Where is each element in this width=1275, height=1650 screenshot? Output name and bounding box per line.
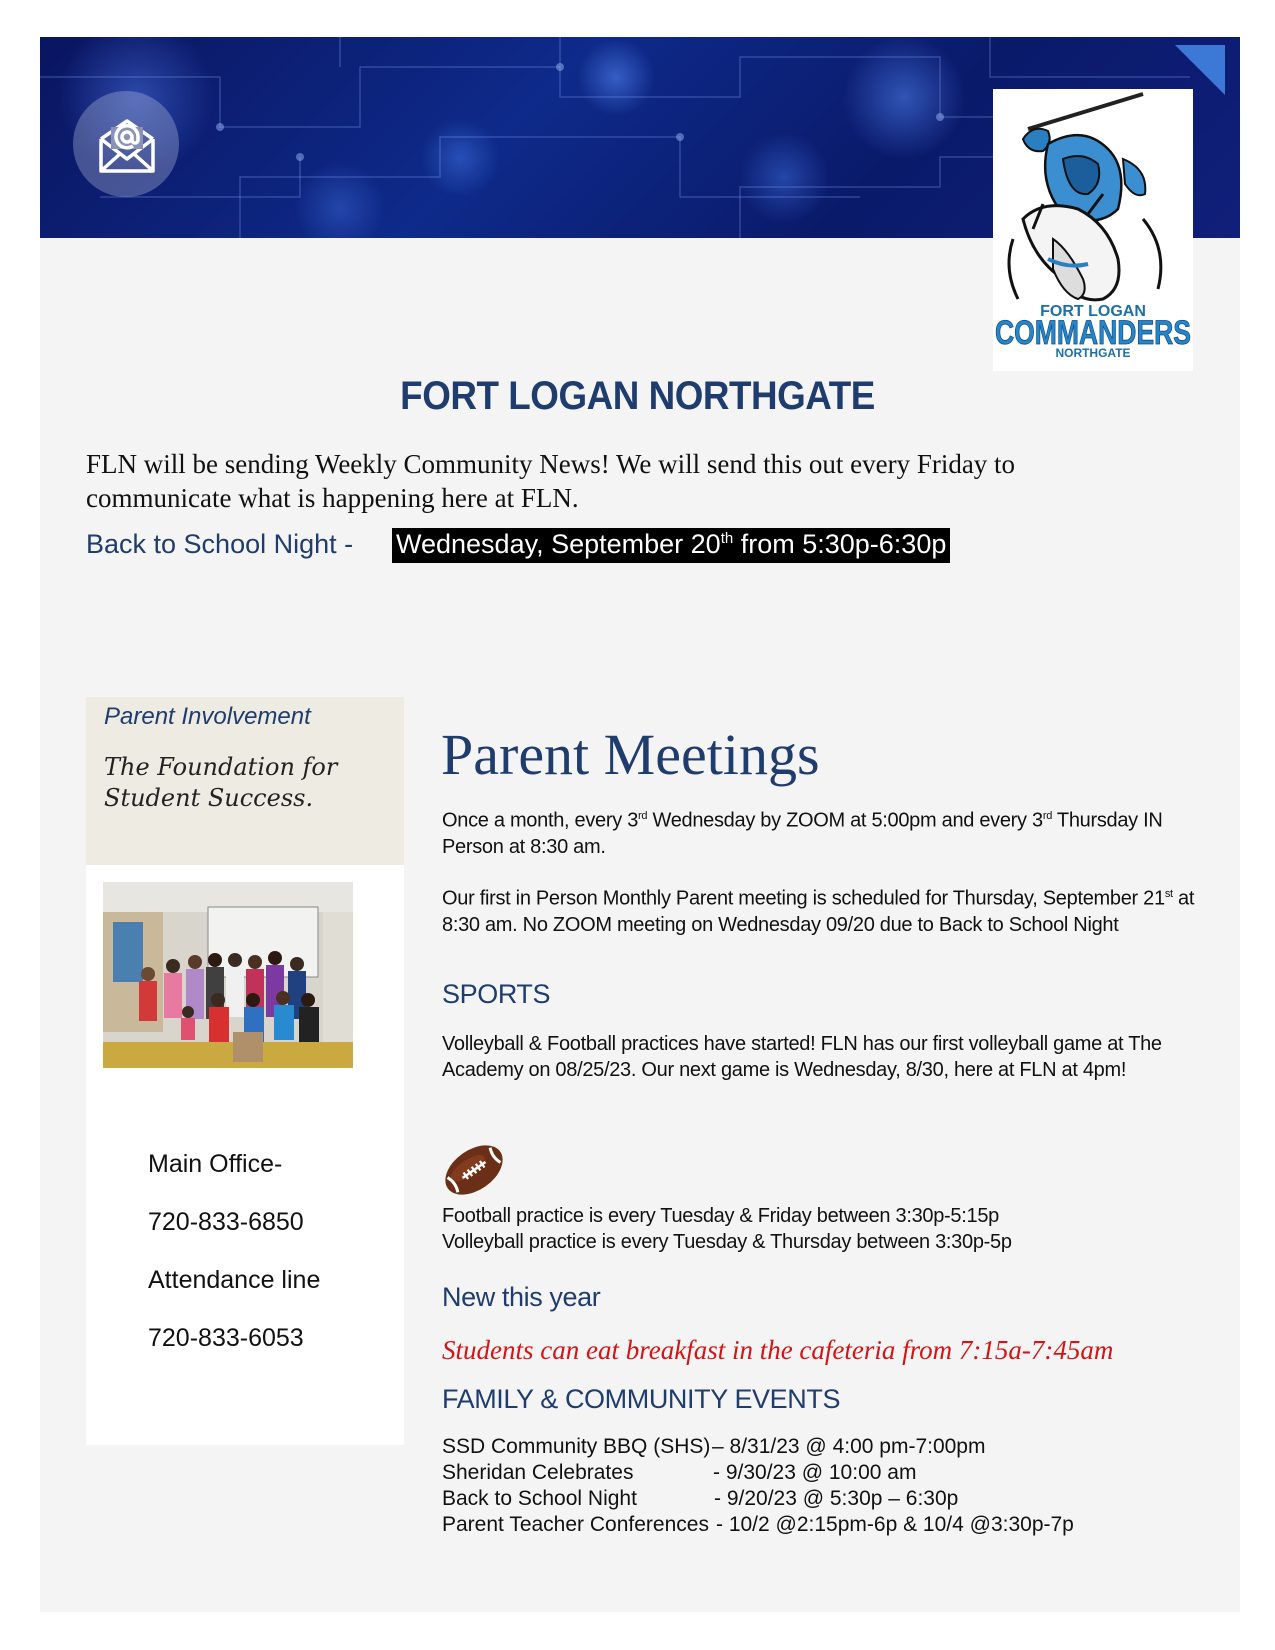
bts-date-main: Wednesday, September 20 xyxy=(396,529,721,559)
logo-text-bottom: NORTHGATE xyxy=(1055,346,1131,360)
intro-text: FLN will be sending Weekly Community News! We will send this out every Friday to communicate what is happening here at FLN. xyxy=(86,449,1016,513)
page-title: FORT LOGAN NORTHGATE xyxy=(400,374,875,418)
parent-meetings-schedule xyxy=(442,803,1202,860)
parent-group-photo xyxy=(103,882,353,1068)
football-icon xyxy=(440,1139,508,1201)
pm-p2-b: at 8:30 am. No ZOOM meeting on Wednesday 09/20 due to Back to School Night xyxy=(442,887,1195,936)
event-when: – 8/31/23 @ 4:00 pm-7:00pm xyxy=(712,1435,986,1458)
sidebar-label: Parent Involvement xyxy=(104,703,311,730)
mail-at-icon xyxy=(73,91,179,197)
logo-text-top: FORT LOGAN xyxy=(1040,303,1146,320)
bts-date-sup: th xyxy=(720,530,734,547)
back-to-school-date xyxy=(392,528,950,563)
pm-p2-a: Our first in Person Monthly Parent meeting is scheduled for Thursday, September 21 xyxy=(442,887,1165,910)
pm-p1-c: Thursday IN Person at 8:30 am. xyxy=(442,809,1163,858)
commanders-logo xyxy=(993,89,1193,371)
parent-meetings-first-meeting xyxy=(442,881,1202,938)
bts-date-rest: from 5:30p-6:30p xyxy=(733,529,947,559)
event-when: - 9/20/23 @ 5:30p – 6:30p xyxy=(714,1487,959,1510)
football-practice-text: Football practice is every Tuesday & Friday between 3:30p-5:15p xyxy=(442,1205,999,1227)
events-heading: FAMILY & COMMUNITY EVENTS xyxy=(442,1384,841,1414)
event-name: SSD Community BBQ (SHS) xyxy=(442,1435,711,1458)
event-name: Parent Teacher Conferences xyxy=(442,1513,709,1536)
event-name: Back to School Night xyxy=(442,1487,637,1510)
pm-p2-sup: st xyxy=(1164,888,1173,900)
pm-p1-sup2: rd xyxy=(1042,810,1053,822)
breakfast-announcement: Students can eat breakfast in the cafeteria from 7:15a-7:45am xyxy=(442,1335,1114,1365)
pm-p1-sup1: rd xyxy=(638,810,648,822)
contact-main-office-phone[interactable]: 720-833-6850 xyxy=(148,1208,304,1236)
contact-main-office-label: Main Office- xyxy=(148,1150,283,1178)
new-this-year-heading: New this year xyxy=(442,1282,601,1312)
event-name: Sheridan Celebrates xyxy=(442,1461,634,1484)
back-to-school-label: Back to School Night - xyxy=(86,529,354,559)
event-when: - 10/2 @2:15pm-6p & 10/4 @3:30p-7p xyxy=(716,1513,1074,1536)
logo-text-main: COMMANDERS xyxy=(995,314,1191,352)
event-when: - 9/30/23 @ 10:00 am xyxy=(713,1461,917,1484)
sidebar-quote: The Foundation for Student Success. xyxy=(104,753,338,812)
contact-attendance-label: Attendance line xyxy=(148,1266,321,1294)
sports-text: Volleyball & Football practices have started! FLN has our first volleyball game at The Academy on 08/25/23. Our next game is Wednesday, 8/30, here at FLN at 4pm! xyxy=(442,1033,1162,1081)
pm-p1-b: Wednesday by ZOOM at 5:00pm and every 3 xyxy=(647,809,1043,832)
sports-heading: SPORTS xyxy=(442,979,551,1009)
volleyball-practice-text: Volleyball practice is every Tuesday & Thursday between 3:30p-5p xyxy=(442,1231,1012,1253)
pm-p1-a: Once a month, every 3 xyxy=(442,809,639,832)
parent-meetings-title: Parent Meetings xyxy=(441,722,820,787)
contact-attendance-phone[interactable]: 720-833-6053 xyxy=(148,1324,304,1352)
page-corner-fold xyxy=(1175,45,1225,95)
